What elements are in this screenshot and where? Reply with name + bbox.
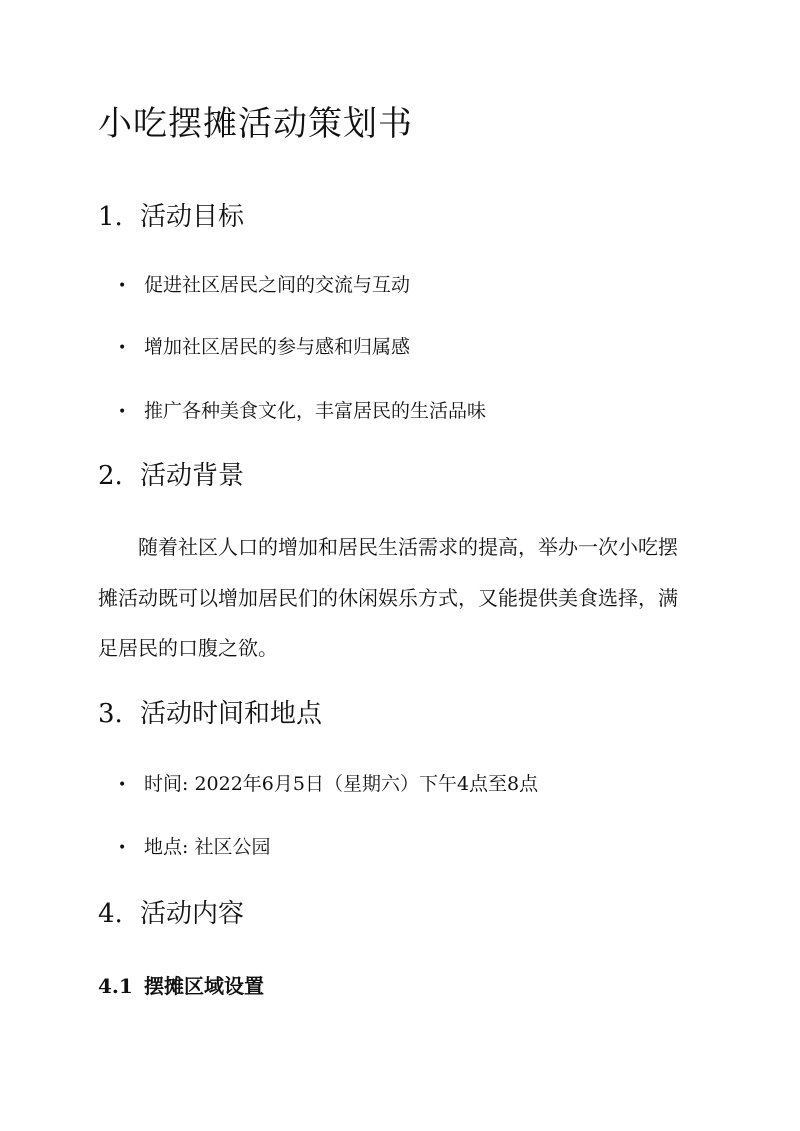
paragraph-line: 摊活动既可以增加居民们的休闲娱乐方式，又能提供美食选择，满 bbox=[98, 586, 678, 610]
paragraph-line: 足居民的口腹之欲。 bbox=[98, 636, 278, 660]
subsection-heading-4-1 bbox=[98, 970, 264, 999]
list-item-text: 地点: 社区公园 bbox=[144, 836, 271, 858]
section-number: 4. bbox=[98, 899, 123, 929]
list-item-text: 时间: 2022年6月5日（星期六）下午4点至8点 bbox=[144, 773, 539, 795]
subsection-title: 摆摊区域设置 bbox=[144, 974, 264, 998]
list-item-text: 增加社区居民的参与感和归属感 bbox=[144, 336, 411, 358]
document-title: 小吃摆摊活动策划书 bbox=[98, 104, 413, 144]
section-number: 2. bbox=[98, 461, 123, 491]
bullet-icon: • bbox=[118, 840, 127, 856]
section-title: 活动背景 bbox=[140, 461, 245, 491]
list-item-text: 推广各种美食文化，丰富居民的生活品味 bbox=[144, 400, 487, 422]
list-item bbox=[118, 332, 410, 359]
bullet-icon: • bbox=[118, 404, 127, 420]
list-item-text: 促进社区居民之间的交流与互动 bbox=[144, 274, 411, 296]
list-item bbox=[118, 769, 538, 796]
section-number: 3. bbox=[98, 699, 123, 729]
section-heading-3 bbox=[98, 693, 322, 730]
section-number: 1. bbox=[98, 202, 123, 232]
paragraph-line: 随着社区人口的增加和居民生活需求的提高，举办一次小吃摆 bbox=[138, 535, 678, 559]
subsection-number: 4.1 bbox=[98, 974, 133, 998]
section-title: 活动内容 bbox=[140, 899, 245, 929]
section-heading-1 bbox=[98, 196, 244, 233]
section-heading-2 bbox=[98, 455, 244, 492]
section-title: 活动目标 bbox=[140, 202, 245, 232]
list-item bbox=[118, 270, 410, 297]
bullet-icon: • bbox=[118, 278, 127, 294]
bullet-icon: • bbox=[118, 777, 127, 793]
list-item bbox=[118, 832, 270, 859]
section-title: 活动时间和地点 bbox=[140, 699, 323, 729]
section-heading-4 bbox=[98, 893, 244, 930]
list-item bbox=[118, 396, 486, 423]
bullet-icon: • bbox=[118, 340, 127, 356]
